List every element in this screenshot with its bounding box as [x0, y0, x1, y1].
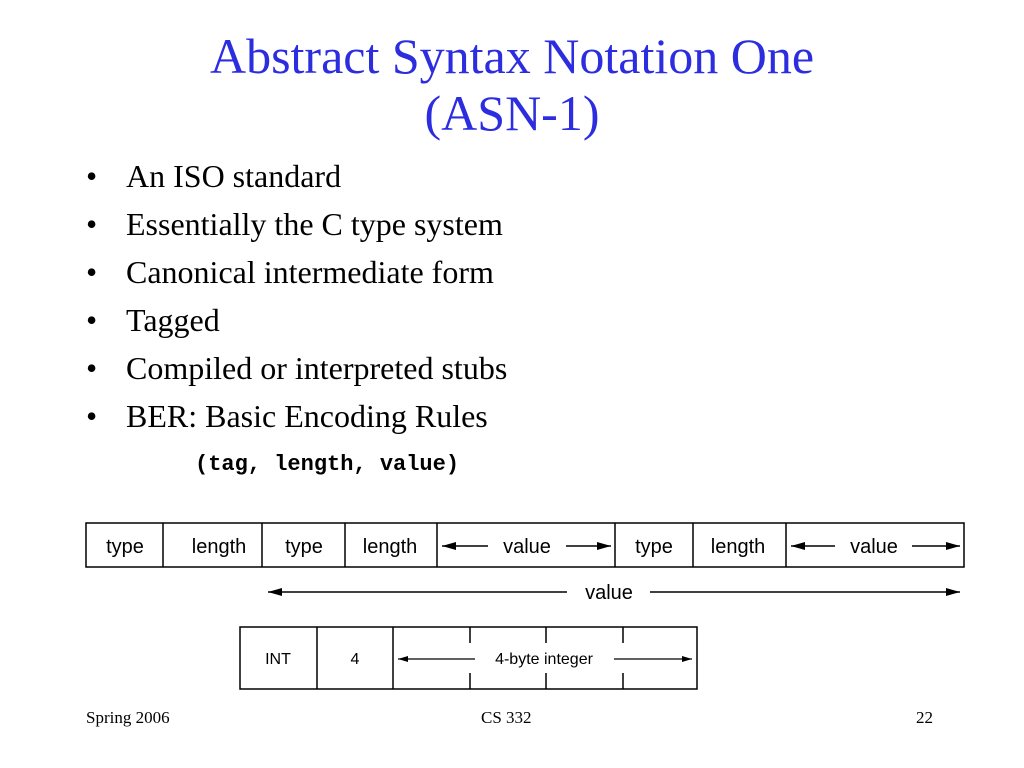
cell-value: value [503, 536, 551, 558]
bullet-icon: • [86, 158, 98, 194]
bullet-item: • Compiled or interpreted stubs [86, 344, 507, 392]
bullet-icon: • [86, 398, 98, 434]
bullet-item: • Tagged [86, 296, 507, 344]
footer-center: CS 332 [481, 708, 532, 727]
cell-type: type [635, 536, 673, 558]
cell-integer-value: 4-byte integer [495, 651, 593, 668]
footer-left: Spring 2006 [86, 708, 170, 727]
bullet-icon: • [86, 206, 98, 242]
cell-value: value [850, 536, 898, 558]
bullet-item: • Canonical intermediate form [86, 248, 507, 296]
tlv-code-line: (tag, length, value) [195, 452, 460, 477]
title-line-2: (ASN-1) [424, 85, 600, 141]
bullet-item: • BER: Basic Encoding Rules [86, 392, 507, 440]
cell-length: length [710, 536, 766, 558]
span-label: value [585, 582, 633, 604]
title-line-1: Abstract Syntax Notation One [209, 28, 815, 84]
cell-length: length [191, 536, 247, 558]
int-row-frame [240, 627, 697, 689]
cell-length: length [362, 536, 418, 558]
cell-type: type [285, 536, 323, 558]
cell-int: INT [265, 651, 291, 668]
bullet-icon: • [86, 302, 98, 338]
bullet-item: • Essentially the C type system [86, 200, 507, 248]
footer-page-number: 22 [916, 708, 933, 727]
cell-type: type [106, 536, 144, 558]
cell-length-value: 4 [350, 651, 360, 668]
bullet-item: • An ISO standard [86, 152, 507, 200]
bullet-icon: • [86, 350, 98, 386]
int-row [240, 627, 697, 689]
bullet-icon: • [86, 254, 98, 290]
